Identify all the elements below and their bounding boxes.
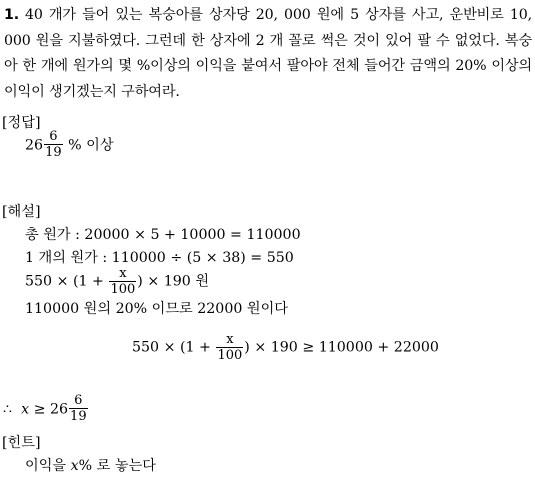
inequality-numerator: x — [226, 332, 234, 347]
answer-fraction — [44, 129, 63, 160]
conclusion-fraction — [69, 393, 88, 424]
answer-denominator: 19 — [45, 145, 62, 160]
selling-price-fraction — [109, 266, 136, 297]
hint-text — [25, 457, 156, 475]
conclusion-numerator: 6 — [74, 393, 83, 408]
hint-label: [힌트] — [2, 435, 41, 451]
conclusion-variable: x — [21, 401, 30, 418]
problem-statement — [4, 3, 532, 105]
therefore-symbol: ∴ — [3, 401, 13, 418]
inequality-prefix: 550 × (1 + — [132, 339, 211, 356]
solution-label: [해설] — [2, 204, 41, 220]
selling-price-prefix: 550 × (1 + — [25, 273, 104, 290]
solution-line-profit: 110000 원의 20% 이므로 22000 원이다 — [25, 301, 289, 317]
solution-line-unit-cost: 1 개의 원가 : 110000 ÷ (5 × 38) = 550 — [25, 250, 294, 266]
answer-numerator: 6 — [49, 129, 58, 144]
inequality-fraction — [216, 332, 243, 363]
selling-price-numerator: x — [119, 266, 127, 281]
solution-inequality — [132, 332, 439, 363]
hint-variable: x — [70, 458, 79, 474]
answer-label: [정답] — [2, 115, 41, 131]
answer-whole: 26 — [25, 137, 44, 154]
answer-suffix: % 이상 — [68, 137, 114, 154]
problem-text: 40 개가 들어 있는 복숭아를 상자당 20, 000 원에 5 상자를 사고, 운반비로 10, 000 원을 지불하였다. 그런데 한 상자에 2 개 꼴로 썩은 것이 있어 팔 수 없었다. 복숭아 한 개에 원가의 몇 %이상의 이익을 붙여서 팔아야 전체 들어간 금액의 20% 이상의 이익이 생기겠는지 구하여라. — [4, 7, 532, 100]
selling-price-suffix: ) × 190 원 — [137, 273, 210, 290]
conclusion-denominator: 19 — [70, 409, 87, 424]
conclusion-relation: ≥ 26 — [33, 401, 69, 418]
answer-value — [25, 130, 114, 161]
problem-number: 1. — [4, 7, 19, 23]
solution-line-selling-price — [25, 266, 209, 297]
solution-line-total-cost: 총 원가 : 20000 × 5 + 10000 = 110000 — [25, 227, 301, 243]
hint-suffix: % 로 놓는다 — [78, 458, 156, 474]
inequality-suffix: ) × 190 ≥ 110000 + 22000 — [244, 339, 439, 356]
selling-price-denominator: 100 — [110, 282, 136, 297]
hint-prefix: 이익을 — [25, 458, 67, 474]
solution-conclusion — [3, 394, 89, 425]
inequality-denominator: 100 — [217, 348, 243, 363]
